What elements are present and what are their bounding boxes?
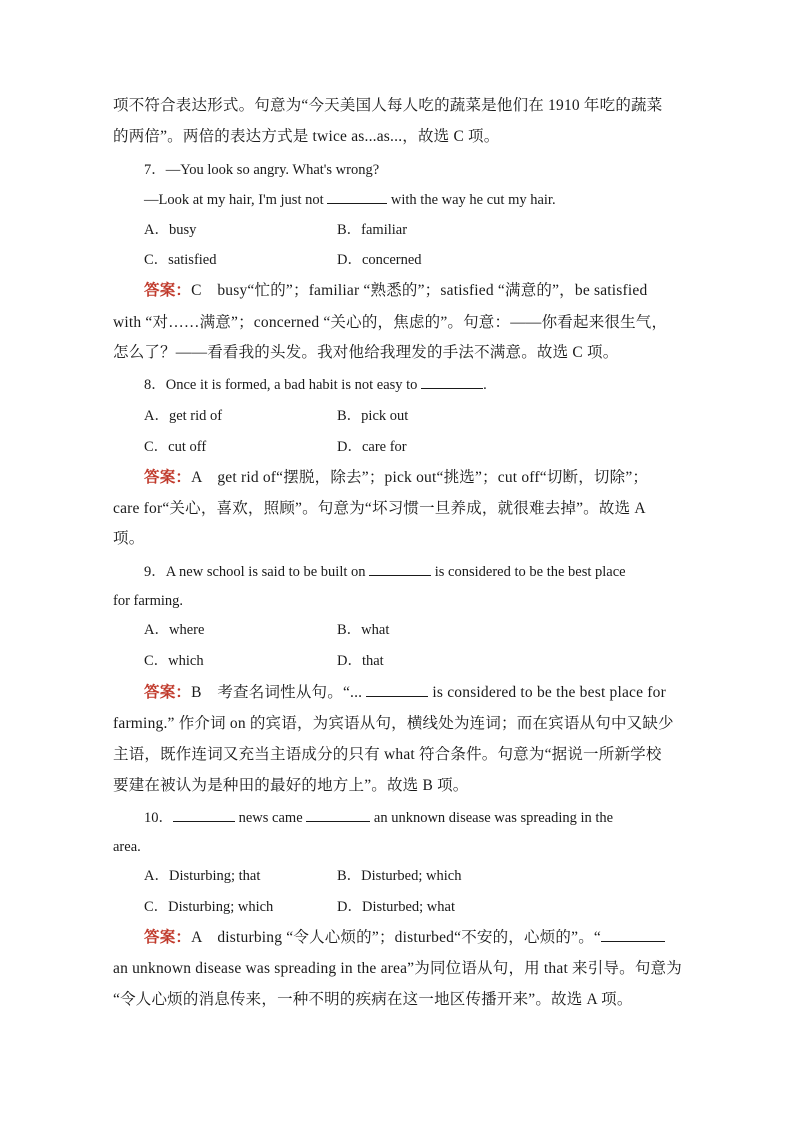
q7-option-d: D．concerned	[337, 252, 422, 268]
q9-answer-line-2: farming.” 作介词 on 的宾语，为宾语从句，横线处为连词；而在宾语从句中又缺少	[113, 715, 674, 732]
q8-option-b: B．pick out	[337, 408, 409, 424]
answer-blank	[601, 928, 665, 942]
q9-option-b: B．what	[337, 622, 390, 638]
q7-option-c: C．satisfied	[144, 252, 217, 268]
q7-option-a: A．busy	[144, 222, 197, 238]
q8-option-c: C．cut off	[144, 439, 207, 455]
q10-answer-line-3: “令人心烦的消息传来，一种不明的疾病在这一地区传播开来”。故选 A 项。	[113, 991, 633, 1008]
answer-blank	[306, 808, 370, 822]
q9-option-c: C．which	[144, 653, 204, 669]
q10-option-d: D．Disturbed; what	[337, 899, 455, 915]
q7-option-b: B．familiar	[337, 222, 408, 238]
answer-blank	[369, 562, 431, 576]
answer-label: 答案：	[144, 469, 192, 486]
q8-stem: 8．Once it is formed, a bad habit is not easy to .	[144, 377, 487, 393]
q8-answer-line-2: care for“关心，喜欢，照顾”。句意为“坏习惯一旦养成，就很难去掉”。故选 A	[113, 500, 646, 517]
q7-answer-line-3: 怎么了？——看看我的头发。我对他给我理发的手法不满意。故选 C 项。	[113, 344, 619, 361]
q9-answer-line-3: 主语，既作连词又充当主语成分的只有 what 符合条件。句意为“据说一所新学校	[113, 746, 662, 763]
q10-answer-line-2: an unknown disease was spreading in the area”为同位语从句，用 that 来引导。句意为	[113, 960, 682, 977]
answer-label: 答案：	[144, 282, 192, 299]
answer-blank	[366, 683, 428, 697]
answer-blank	[173, 808, 235, 822]
answer-blank	[327, 190, 387, 204]
q7-answer-line-2: with “对……满意”；concerned “关心的，焦虑的”。句意：——你看起来很生气，	[113, 314, 668, 331]
q7-stem-line-1: 7．—You look so angry. What's wrong?	[144, 162, 380, 178]
answer-blank	[421, 375, 483, 389]
q7-answer-line-1: 答案：C busy“忙的”；familiar “熟悉的”；satisfied “满意的”，be satisfied	[144, 282, 648, 299]
q9-option-a: A．where	[144, 622, 205, 638]
q8-answer-line-1: 答案：A get rid of“摆脱，除去”；pick out“挑选”；cut off“切断，切除”；	[144, 469, 649, 486]
q9-answer-line-4: 要建在被认为是种田的最好的地方上”。故选 B 项。	[113, 777, 469, 794]
q10-answer-line-1: 答案：A disturbing “令人心烦的”；disturbed“不安的，心烦的”。“	[144, 928, 680, 948]
q8-option-d: D．care for	[337, 439, 407, 455]
q7-stem-line-2: —Look at my hair, I'm just not with the way he cut my hair.	[144, 192, 556, 208]
q10-option-a: A．Disturbing; that	[144, 868, 261, 884]
q9-option-d: D．that	[337, 653, 384, 669]
prev-explanation-line-2: 的两倍”。两倍的表达方式是 twice as...as...，故选 C 项。	[113, 128, 500, 145]
q10-stem-line-1: 10． news came an unknown disease was spreading in the	[144, 810, 614, 826]
q9-answer-line-1: 答案：B 考查名词性从句。“... is considered to be the best place for	[144, 684, 666, 701]
answer-label: 答案：	[144, 929, 192, 946]
q9-stem-line-2: for farming.	[113, 593, 184, 609]
q8-option-a: A．get rid of	[144, 408, 223, 424]
q8-answer-line-3: 项。	[113, 530, 145, 547]
answer-label: 答案：	[144, 684, 192, 701]
q10-stem-line-2: area.	[113, 839, 141, 855]
q9-stem-line-1: 9．A new school is said to be built on is considered to be the best place	[144, 564, 626, 580]
q10-option-b: B．Disturbed; which	[337, 868, 462, 884]
q10-option-c: C．Disturbing; which	[144, 899, 274, 915]
prev-explanation-line-1: 项不符合表达形式。句意为“今天美国人每人吃的蔬菜是他们在 1910 年吃的蔬菜	[113, 97, 663, 114]
